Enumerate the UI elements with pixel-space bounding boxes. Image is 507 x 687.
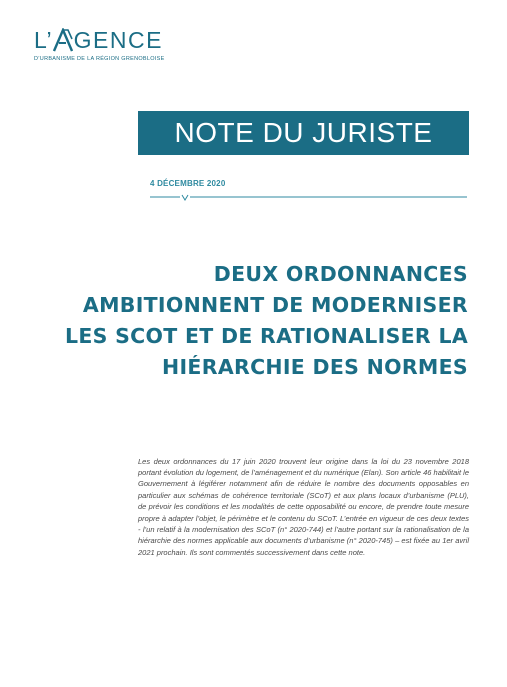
title-line: LES SCOT ET DE RATIONALISER LA: [64, 324, 468, 348]
logo-subtitle: D’URBANISME DE LA RÉGION GRENOBLOISE: [34, 56, 165, 62]
logo-prefix: L’: [34, 27, 53, 53]
publication-date: 4 DÉCEMBRE 2020: [150, 179, 226, 188]
banner-title: NOTE DU JURISTE: [174, 117, 433, 148]
title-line: AMBITIONNENT DE MODERNISER: [82, 293, 468, 317]
document-type-banner: [138, 111, 469, 155]
document-title: [40, 259, 468, 383]
logo-wordmark: [34, 28, 184, 52]
agency-logo: [34, 28, 184, 62]
chevron-down-icon: [182, 195, 188, 200]
intro-paragraph: Les deux ordonnances du 17 juin 2020 trouvent leur origine dans la loi du 23 novembre 2018 portant évolution du logement, de l’aménagement et du numérique (Elan). Son article 46 habilitait le Gouvernement à légiférer notamment afin de réduire le nombre des documents opposables en particulier aux schémas de cohérence territoriale (SCoT) et aux plans locaux d’urbanisme (PLU), de prévoir les conditions et les modalités de cette opposabilité ou encore, de prendre toute mesure propre à adapter l’objet, le périmètre et le contenu du SCoT. L’entrée en vigueur de ces deux textes - l’un relatif à la modernisation des SCoT (n° 2020-744) et l’autre portant sur la rationalisation de la hiérarchie des normes applicable aux documents d’urbanisme (n° 2020-745) – est fixée au 1er avril 2021 prochain. Ils sont commentés successivement dans cette note.: [138, 456, 469, 557]
logo-name: GENCE: [73, 27, 163, 53]
a-letter-logo-icon: [53, 28, 73, 52]
title-line: HIÉRARCHIE DES NORMES: [162, 355, 468, 379]
date-divider: [150, 193, 467, 203]
title-line: DEUX ORDONNANCES: [213, 262, 468, 286]
